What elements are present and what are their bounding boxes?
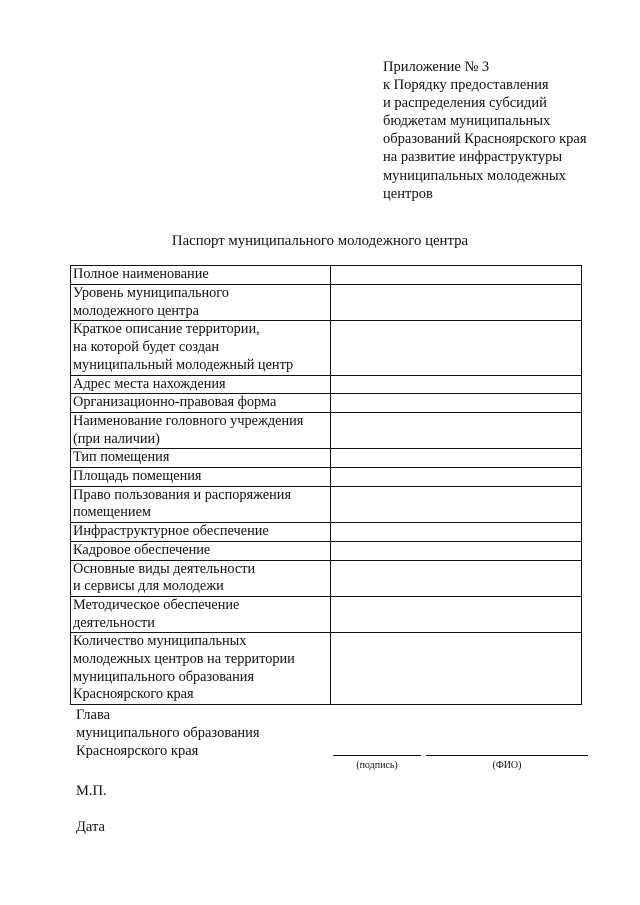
stamp-label: М.П. (76, 783, 107, 799)
value-cell[interactable] (331, 266, 582, 285)
name-caption: (ФИО) (492, 760, 522, 771)
appendix-line: бюджетам муниципальных (383, 113, 551, 130)
value-cell[interactable] (331, 541, 582, 560)
table-row (71, 523, 582, 542)
row-label: Право пользования и распоряжения помещением (71, 486, 331, 522)
appendix-header (383, 58, 633, 203)
value-cell[interactable] (331, 321, 582, 375)
table-row (71, 321, 582, 375)
name-line[interactable] (426, 755, 588, 756)
row-label: Кадровое обеспечение (71, 541, 331, 560)
signatory-line: Красноярского края (76, 743, 199, 760)
table-row (71, 394, 582, 413)
value-cell[interactable] (331, 394, 582, 413)
table-row (71, 486, 582, 522)
date-label: Дата (76, 819, 105, 835)
row-label: Методическое обеспечение деятельности (71, 596, 331, 632)
row-label: Организационно-правовая форма (71, 394, 331, 413)
table-row (71, 541, 582, 560)
table-row (71, 412, 582, 448)
row-label: Тип помещения (71, 449, 331, 468)
table-row (71, 468, 582, 487)
row-label: Полное наименование (71, 266, 331, 285)
table-row (71, 375, 582, 394)
table-row (71, 449, 582, 468)
passport-table (70, 265, 582, 705)
value-cell[interactable] (331, 523, 582, 542)
value-cell[interactable] (331, 412, 582, 448)
table-row (71, 285, 582, 321)
signatory-block (76, 706, 260, 761)
row-label: Краткое описание территории, на которой будет создан муниципальный молодежный центр (71, 321, 331, 375)
value-cell[interactable] (331, 285, 582, 321)
signature-caption: (подпись) (356, 760, 398, 771)
value-cell[interactable] (331, 633, 582, 705)
value-cell[interactable] (331, 560, 582, 596)
row-label: Основные виды деятельности и сервисы для молодежи (71, 560, 331, 596)
table-row (71, 596, 582, 632)
document-title: Паспорт муниципального молодежного центра (171, 233, 469, 249)
appendix-line: муниципальных молодежных (383, 167, 566, 184)
value-cell[interactable] (331, 375, 582, 394)
table-row (71, 266, 582, 285)
appendix-line: образований Красноярского края (383, 131, 587, 148)
value-cell[interactable] (331, 468, 582, 487)
signatory-line: муниципального образования (76, 725, 260, 742)
row-label: Уровень муниципального молодежного центра (71, 285, 331, 321)
row-label: Площадь помещения (71, 468, 331, 487)
appendix-line: и распределения субсидий (383, 95, 547, 112)
signature-line[interactable] (333, 755, 421, 756)
appendix-line: на развитие инфраструктуры (383, 149, 563, 166)
appendix-line: к Порядку предоставления (383, 77, 549, 94)
signatory-line: Глава (76, 707, 111, 723)
value-cell[interactable] (331, 486, 582, 522)
row-label: Количество муниципальных молодежных центров на территории муниципального образования Красноярского края (71, 633, 331, 705)
row-label: Инфраструктурное обеспечение (71, 523, 331, 542)
value-cell[interactable] (331, 449, 582, 468)
row-label: Наименование головного учреждения (при наличии) (71, 412, 331, 448)
appendix-line: Приложение № 3 (383, 59, 490, 75)
row-label: Адрес места нахождения (71, 375, 331, 394)
table-row (71, 560, 582, 596)
appendix-line: центров (383, 185, 433, 202)
value-cell[interactable] (331, 596, 582, 632)
table-row (71, 633, 582, 705)
